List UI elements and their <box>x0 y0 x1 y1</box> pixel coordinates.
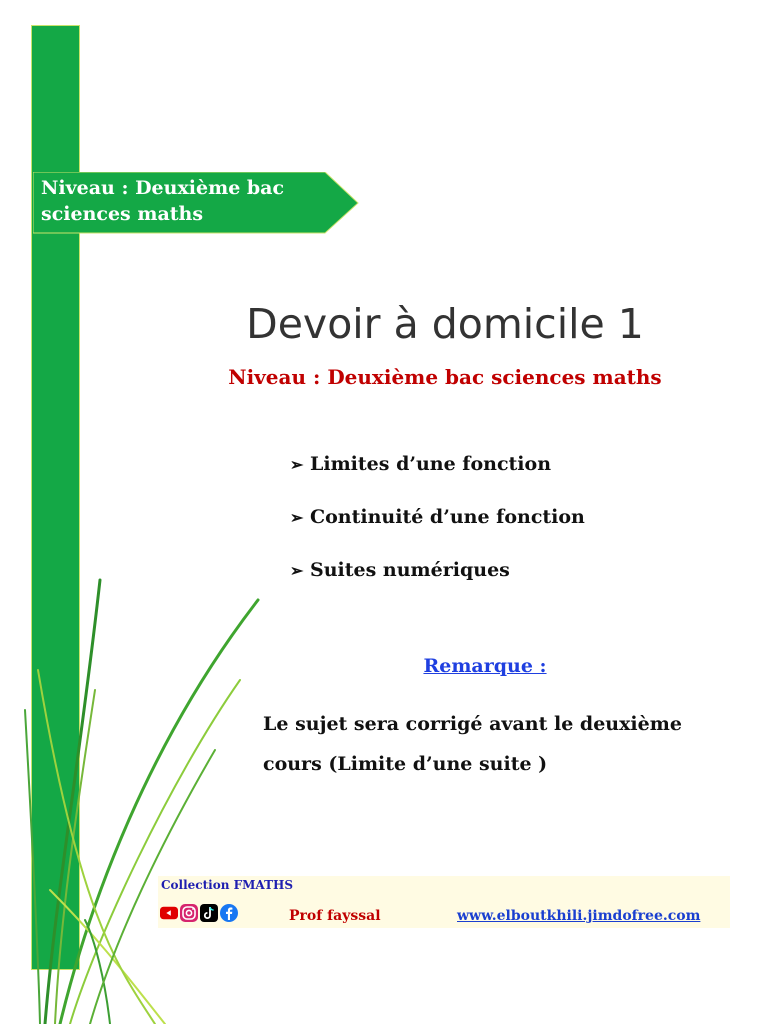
footer-box <box>158 876 730 928</box>
youtube-icon[interactable] <box>160 904 178 922</box>
subtitle: Niveau : Deuxième bac sciences maths <box>228 365 662 389</box>
author-name: Prof fayssal <box>289 908 381 924</box>
topic-item <box>290 556 585 609</box>
arrow-bullet-icon: ➢ <box>290 455 304 474</box>
remark-text: Le sujet sera corrigé avant le deuxième cours (Limite d’une suite ) <box>263 713 682 775</box>
facebook-icon[interactable] <box>220 904 238 922</box>
arrow-bullet-icon: ➢ <box>290 561 304 580</box>
banner-label: Niveau : Deuxième bac sciences maths <box>41 177 285 225</box>
level-banner <box>33 172 359 234</box>
grass-decoration <box>0 560 300 1024</box>
website-link[interactable]: www.elboutkhili.jimdofree.com <box>457 908 701 924</box>
page-title: Devoir à domicile 1 <box>246 300 644 348</box>
tiktok-icon[interactable] <box>200 904 218 922</box>
topic-item <box>290 503 585 556</box>
topic-label: Continuité d’une fonction <box>310 506 585 528</box>
instagram-icon[interactable] <box>180 904 198 922</box>
topic-label: Limites d’une fonction <box>310 453 552 475</box>
social-icons <box>160 904 238 922</box>
arrow-bullet-icon: ➢ <box>290 508 304 527</box>
topic-list <box>290 450 585 609</box>
topic-item <box>290 450 585 503</box>
topic-label: Suites numériques <box>310 559 510 581</box>
remark-heading: Remarque : <box>423 655 547 677</box>
collection-label: Collection FMATHS <box>161 878 294 892</box>
